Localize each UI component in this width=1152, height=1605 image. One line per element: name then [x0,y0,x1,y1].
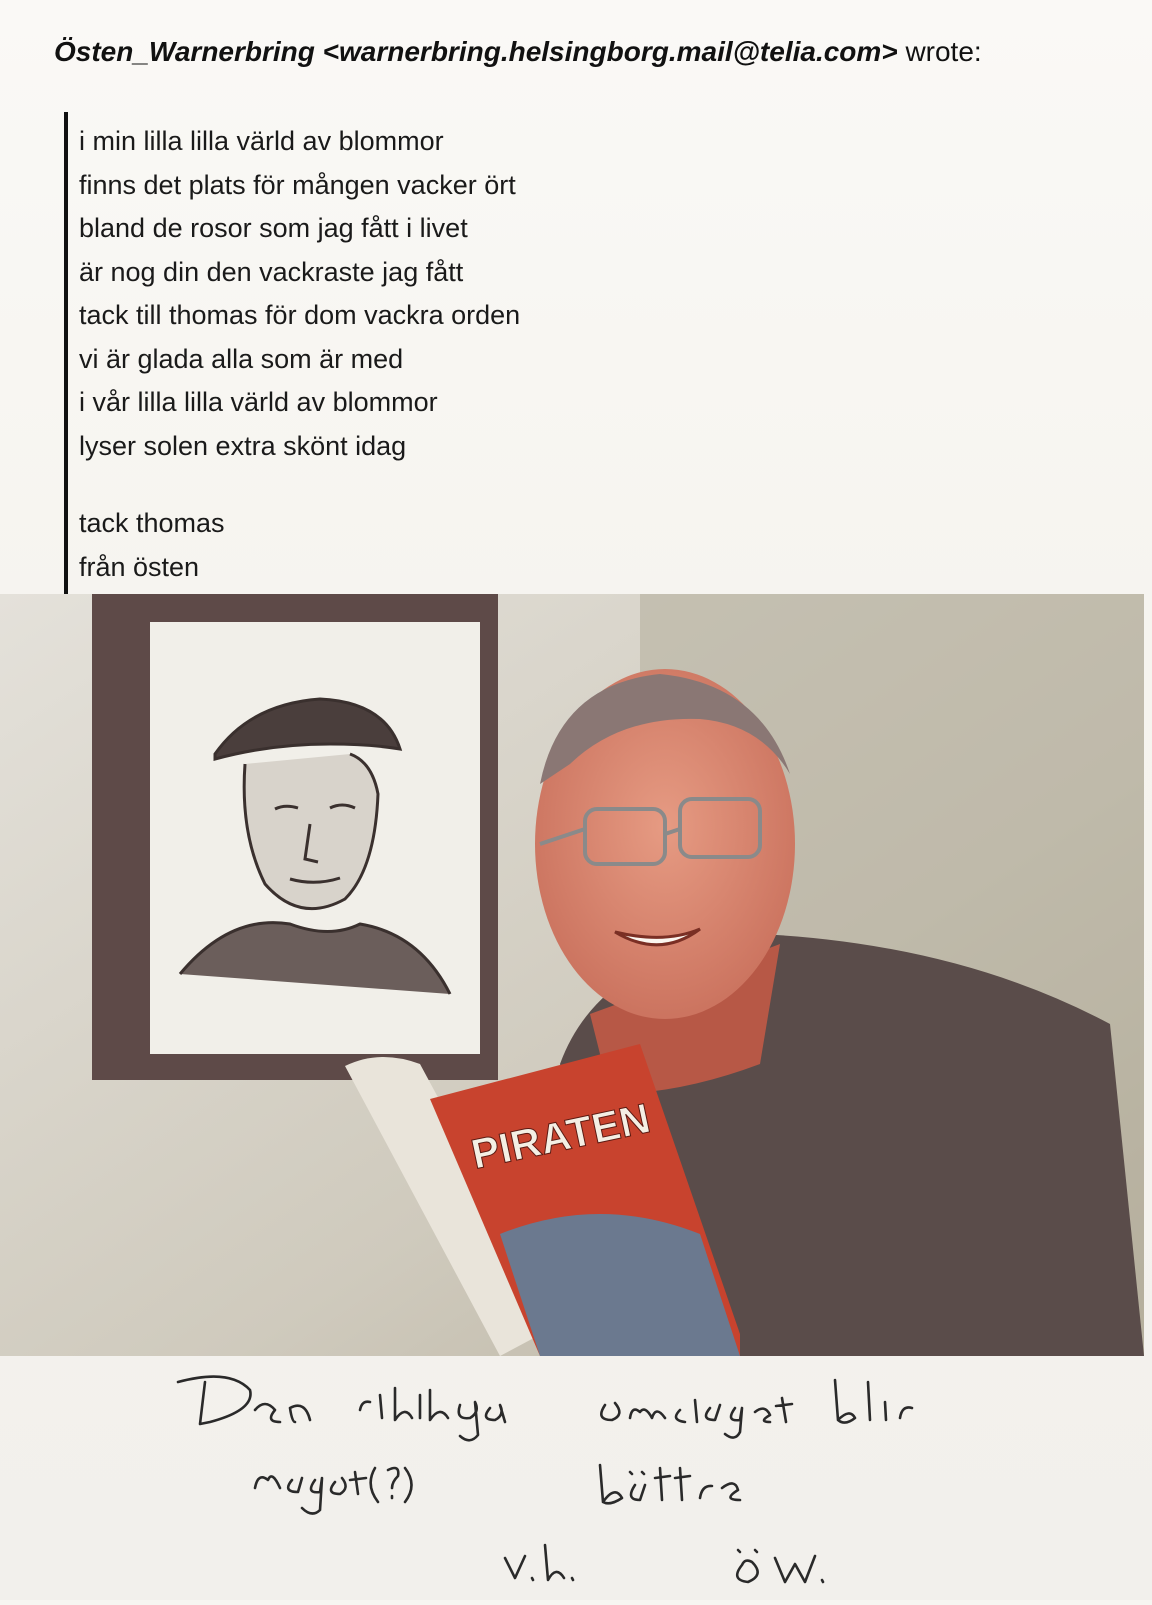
poem [79,120,520,468]
book-title: PIRATEN [467,1094,655,1178]
sender-name: Östen_Warnerbring [54,36,315,67]
wrote-label: wrote: [905,36,982,67]
photo-illustration [0,594,1144,1356]
signature-line: tack thomas [79,508,225,538]
email-header [54,36,982,68]
photo [0,594,1144,1356]
handwriting-drawing [0,1360,1152,1600]
poem-line: tack till thomas för dom vackra orden [79,300,521,330]
poem-line: bland de rosor som jag fått i livet [79,213,468,243]
poem-line: finns det plats för mången vacker ört [79,169,516,200]
sender-email: <warnerbring.helsingborg.mail@telia.com> [322,36,898,67]
poem-line: är nog din den vackraste jag fått [79,256,464,287]
poem-line: lyser solen extra skönt idag [79,430,407,461]
poem-line: i min lilla lilla värld av blommor [79,126,444,156]
poem-line: i vår lilla lilla värld av blommor [79,387,438,417]
handwritten-note [0,1360,1152,1600]
poem-line: vi är glada alla som är med [79,343,404,374]
signature [79,502,225,589]
quote-bar [64,112,68,604]
signature-line: från östen [79,551,200,582]
